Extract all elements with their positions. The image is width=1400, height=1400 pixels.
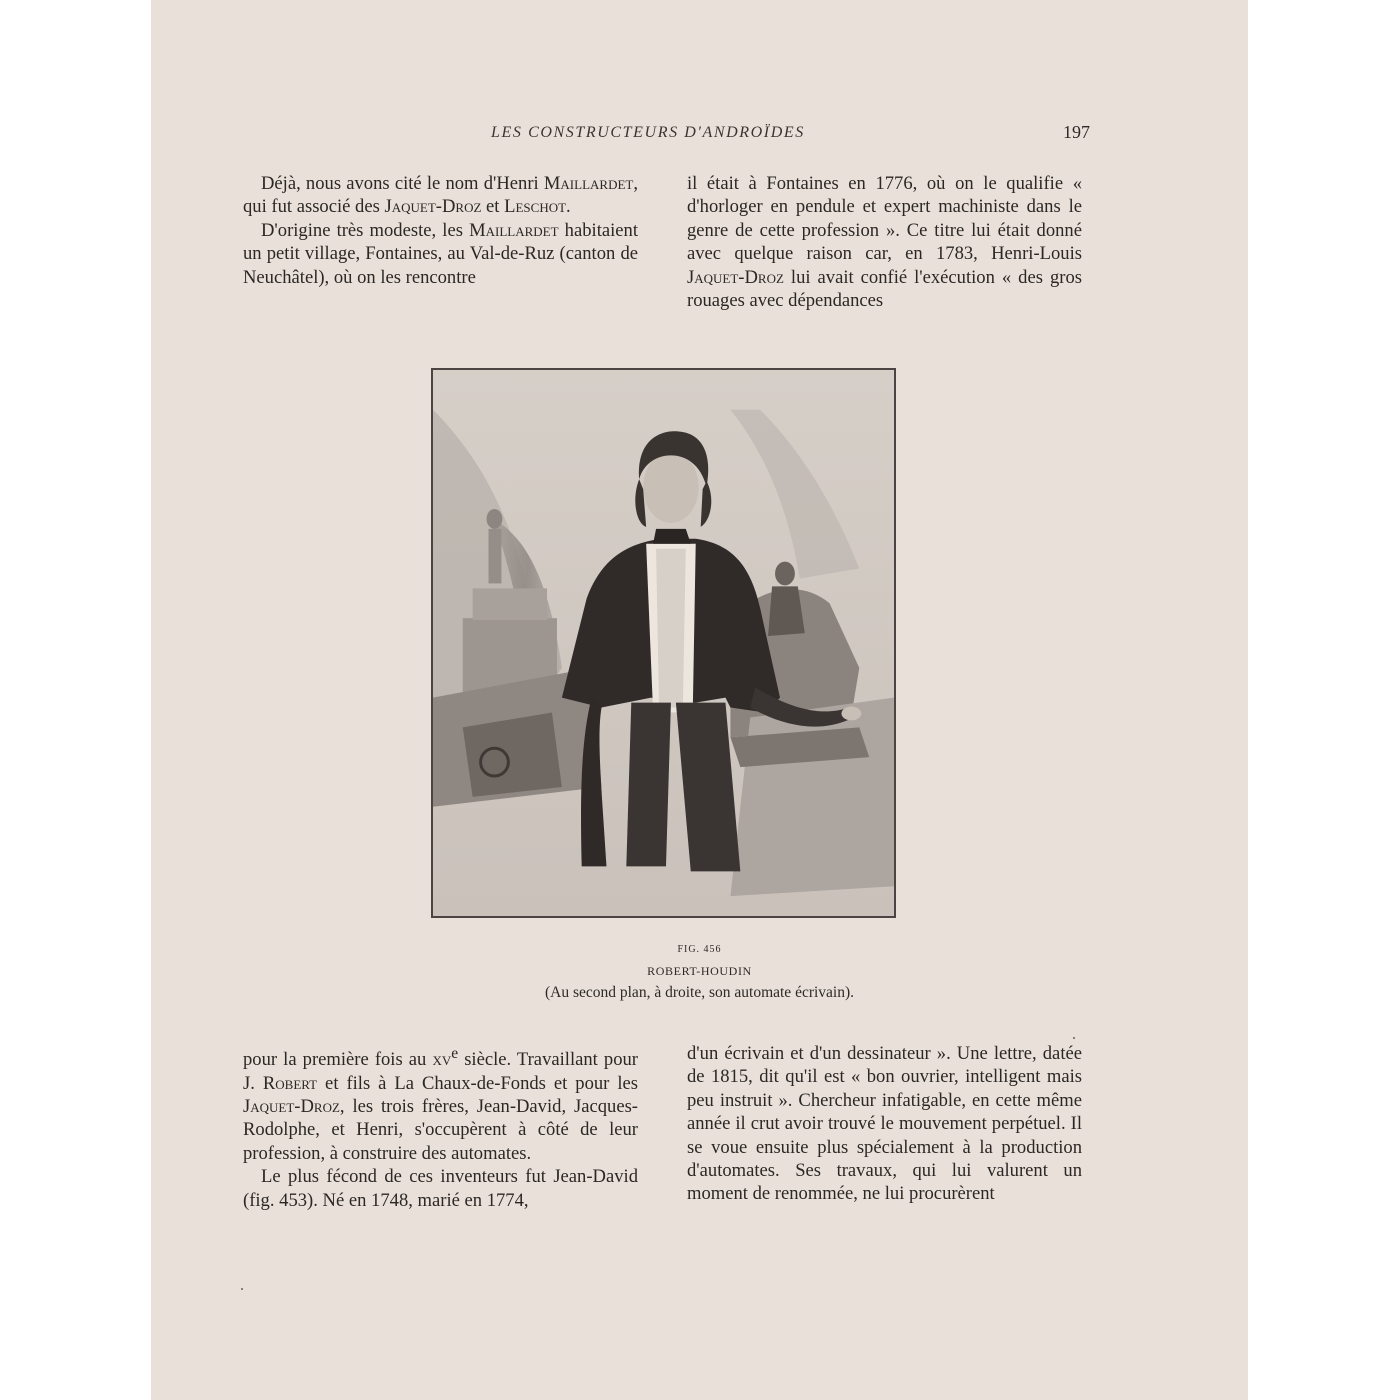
text-run: , les trois frères, Jean-David, Jacques-Rodolphe, et Henri, s'occupèrent à côté de leur profession, à construire des automates.: [243, 1096, 638, 1164]
text-run: lui avait confié l'exécution « des gros rouages avec dépendances: [687, 266, 1082, 312]
paragraph: [243, 172, 638, 219]
text-column-top-left: [243, 172, 638, 289]
text-run: et: [481, 196, 505, 218]
text-run: , qui fut associé des: [243, 173, 638, 218]
text-run: siècle. Travaillant pour J.: [243, 1049, 638, 1094]
figure-title: ROBERT-HOUDIN: [647, 964, 752, 978]
text-run: il était à Fontaines en 1776, où on le qualifie « d'horloger en pendule et expert machiniste dans le genre de cette profession ». Ce titre lui était donné avec quelque raison car, en 1783, Henri-Louis: [687, 173, 1082, 265]
text-column-bottom-right: [687, 1042, 1082, 1206]
person-name: Robert: [262, 1072, 318, 1094]
person-name: Jaquet-Droz: [243, 1096, 340, 1117]
text-run: et fils à La Chaux-de-Fonds et pour les: [317, 1072, 638, 1094]
text-column-top-right: [687, 172, 1082, 312]
running-title: LES CONSTRUCTEURS D'ANDROÏDES: [491, 124, 805, 141]
person-name: Jaquet-Droz: [687, 266, 784, 288]
paper-speck: [1073, 1037, 1075, 1039]
paragraph: [687, 172, 1082, 312]
paragraph: [243, 219, 638, 289]
text-run: .: [566, 196, 571, 218]
person-name: Jaquet-Droz: [384, 196, 482, 218]
figure-description: (Au second plan, à droite, son automate écrivain).: [544, 984, 855, 1001]
figure-caption: [151, 942, 1248, 1003]
paragraph: d'un écrivain et d'un dessinateur ». Une lettre, datée de 1815, dit qu'il est « bon ouvrier, intelligent mais peu instruit ». Chercheur infatigable, en cette même année il crut avoir trouvé le mouvement perpétuel. Il se voue ensuite plus spécialement à la production d'automates. Ses travaux, qui lui valurent un moment de renommée, ne lui procurèrent: [687, 1043, 1082, 1205]
person-name: Maillardet: [543, 173, 634, 194]
person-name: Maillardet: [469, 219, 559, 241]
figure-number: FIG. 456: [677, 944, 722, 955]
text-run: pour la première fois au: [243, 1049, 433, 1071]
text-column-bottom-left: [243, 1042, 638, 1212]
text-run: Déjà, nous avons cité le nom d'Henri: [261, 173, 544, 194]
book-page: [151, 0, 1248, 1400]
paper-speck: [241, 1288, 243, 1290]
portrait-illustration: [431, 368, 896, 918]
text-run: habitaient un petit village, Fontaines, au Val-de-Ruz (canton de Neuchâtel), où on les rencontre: [243, 219, 638, 288]
paragraph: Le plus fécond de ces inventeurs fut Jean-David (fig. 453). Né en 1748, marié en 1774,: [243, 1166, 638, 1211]
page-number: 197: [1063, 122, 1090, 142]
running-head: [151, 124, 1248, 148]
text-run: D'origine très modeste, les: [261, 219, 470, 241]
person-name: Leschot: [504, 196, 567, 218]
century-numeral: xv: [432, 1049, 452, 1071]
portrait-engraving: [433, 370, 894, 916]
paragraph: [243, 1042, 638, 1165]
superscript: e: [451, 1045, 459, 1062]
